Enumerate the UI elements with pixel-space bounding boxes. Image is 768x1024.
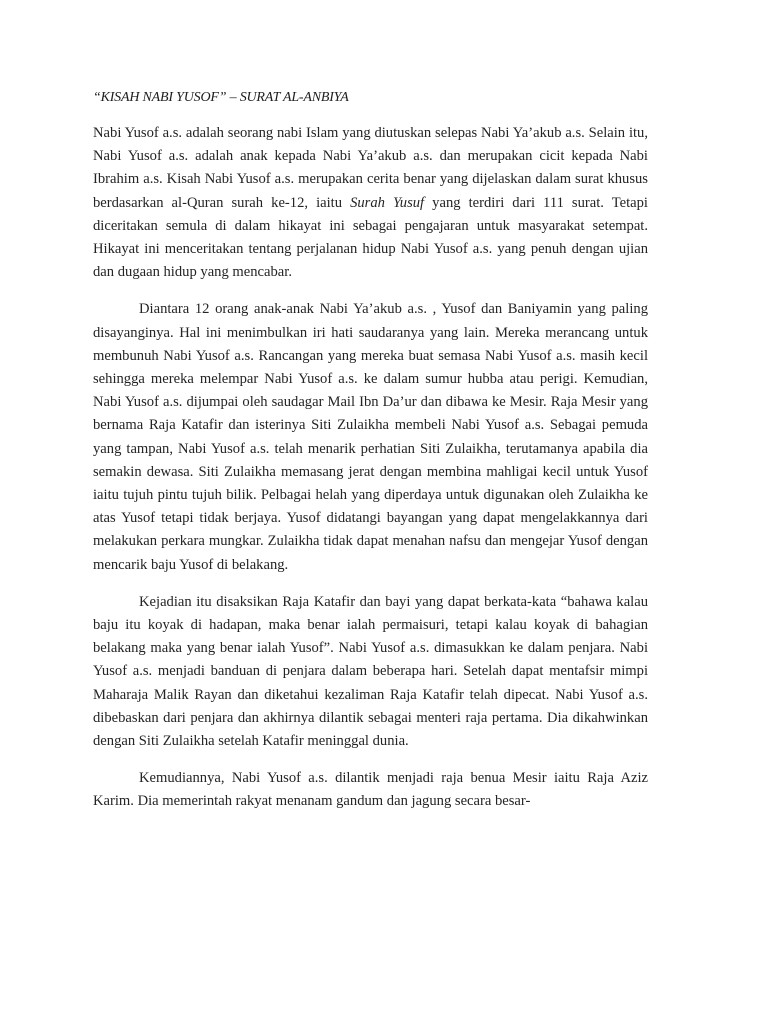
paragraph-1-italic-surah: Surah Yusuf [350,194,425,211]
paragraph-4: Kemudiannya, Nabi Yusof a.s. dilantik menjadi raja benua Mesir iaitu Raja Aziz Karim. Dia memerintah rakyat menanam gandum dan jagung secara besar- [93,770,648,810]
paragraph-2: Diantara 12 orang anak-anak Nabi Ya’akub a.s. , Yusof dan Baniyamin yang paling disayanginya. Hal ini menimbulkan iri hati saudaranya yang lain. Mereka merancang untuk membunuh Nabi Yusof a.s. Rancangan yang mereka buat semasa Nabi Yusof a.s. masih kecil sehingga mereka melempar Nabi Yusof a.s. ke dalam sumur hubba atau perigi. Kemudian, Nabi Yusof a.s. dijumpai oleh saudagar Mail Ibn Da’ur dan dibawa ke Mesir. Raja Mesir yang bernama Raja Katafir dan isterinya Siti Zulaikha membeli Nabi Yusof a.s. Sebagai pemuda yang tampan, Nabi Yusof a.s. telah menarik perhatian Siti Zulaikha, terutamanya apabila dia semakin dewasa. Siti Zulaikha memasang jerat dengan membina mahligai kecil untuk Yusof iaitu tujuh pintu tujuh bilik. Pelbagai helah yang diperdaya untuk digunakan oleh Zulaikha ke atas Yusof tetapi tidak berjaya. Yusof didatangi bayangan yang dapat mengelakkannya dari melakukan perkara mungkar. Zulaikha tidak dapat menahan nafsu dan mengejar Yusof dengan mencarik baju Yusof di belakang. [93,301,648,573]
document-body [93,88,648,828]
document-title: “KISAH NABI YUSOF” – SURAT AL-ANBIYA [93,90,349,105]
paragraph-1 [93,122,648,284]
paragraph-1-text-end: yang terdiri dari 111 surat. Tetapi diceritakan semula di dalam hikayat ini sebagai pengajaran untuk masyarakat setempat. Hikayat ini menceritakan tentang perjalanan hidup Nabi Yusof a.s. yang penuh dengan ujian dan dugaan hidup yang mencabar. [93,194,648,281]
paragraph-1-text-start: Nabi Yusof a.s. adalah seorang nabi Islam yang diutuskan selepas Nabi Ya’akub a.s. Selain itu, Nabi Yusof a.s. adalah anak kepada Nabi Ya’akub a.s. dan merupakan cicit kepada Nabi Ibrahim a.s. Kisah Nabi Yusof a.s. merupakan cerita benar yang dijelaskan dalam surat khusus berdasarkan al-Quran surah ke-12, iaitu [93,125,648,211]
paragraph-3: Kejadian itu disaksikan Raja Katafir dan bayi yang dapat berkata-kata “bahawa kalau baju itu koyak di hadapan, maka benar ialah permaisuri, tetapi kalau koyak di bahagian belakang maka yang benar ialah Yusof”. Nabi Yusof a.s. dimasukkan ke dalam penjara. Nabi Yusof a.s. menjadi banduan di penjara dalam beberapa hari. Setelah dapat mentafsir mimpi Maharaja Malik Rayan dan diketahui kezaliman Raja Katafir telah dipecat. Nabi Yusof a.s. dibebaskan dari penjara dan akhirnya dilantik sebagai menteri raja pertama. Dia dikahwinkan dengan Siti Zulaikha setelah Katafir meninggal dunia. [93,593,648,750]
